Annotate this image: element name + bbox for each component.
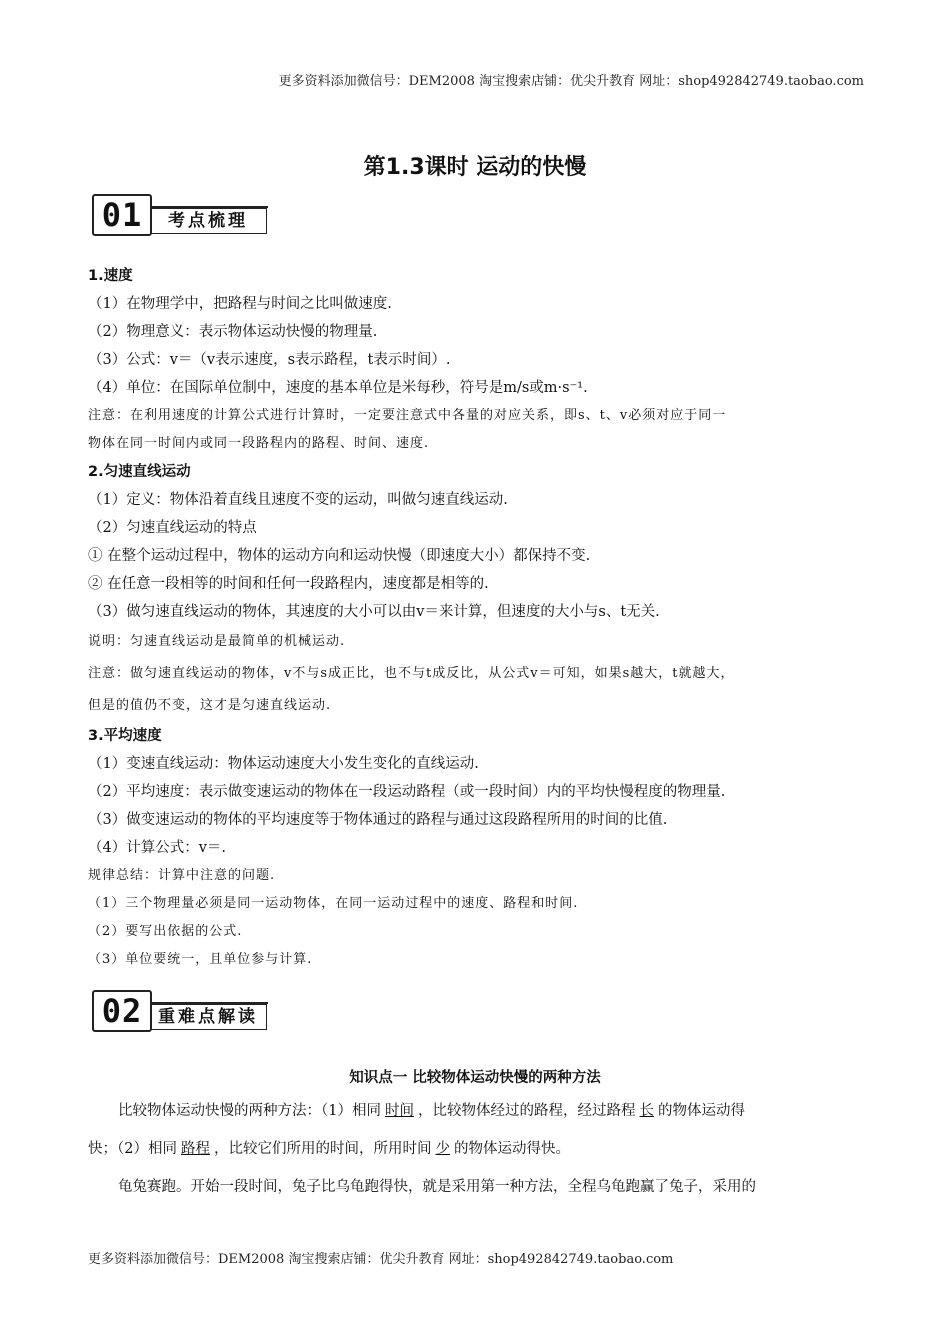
knowledge-point-title: 知识点一 比较物体运动快慢的两种方法 (349, 1070, 601, 1086)
text-run: 比较物体运动快慢的两种方法：（1）相同 (118, 1103, 381, 1119)
page-footer: 更多资料添加微信号：DEM2008 淘宝搜索店铺：优尖升教育 网址：shop492842749.taobao.com (88, 1252, 674, 1267)
page-title: 第1.3课时 运动的快慢 (363, 155, 587, 180)
heading-average-speed: 3.平均速度 (88, 728, 162, 744)
paragraph: （1）定义：物体沿着直线且速度不变的运动，叫做匀速直线运动. (88, 492, 508, 508)
fill-blank-answer: 路程 (180, 1141, 210, 1157)
paragraph: （3）做匀速直线运动的物体，其速度的大小可以由v＝来计算，但速度的大小与s、t无关. (88, 604, 660, 620)
paragraph-line (88, 1130, 868, 1168)
badge-number: 02 (92, 990, 152, 1032)
section-body (88, 262, 878, 974)
note-line: 但是的值仍不变，这才是匀速直线运动. (88, 698, 332, 713)
badge-label: 考点梳理 (150, 208, 267, 234)
paragraph: （4）单位：在国际单位制中，速度的基本单位是米每秒，符号是m/s或m·s⁻¹. (88, 380, 588, 396)
note-line: 说明：匀速直线运动是最简单的机械运动. (88, 634, 346, 649)
note-line: （2）要写出依据的公式. (88, 924, 243, 939)
note-line: 注意：做匀速直线运动的物体，v不与s成正比，也不与t成反比，从公式v＝可知，如果s越大，t就越大， (88, 666, 735, 681)
badge-label: 重难点解读 (150, 1004, 267, 1030)
note-line: 物体在同一时间内或同一段路程内的路程、时间、速度. (88, 436, 430, 451)
paragraph-line (88, 1092, 868, 1130)
heading-uniform-motion: 2.匀速直线运动 (88, 464, 191, 480)
paragraph: （2）平均速度：表示做变速运动的物体在一段运动路程（或一段时间）内的平均快慢程度的物理量. (88, 784, 726, 800)
fill-blank-answer: 时间 (384, 1103, 414, 1119)
note-line: 注意：在利用速度的计算公式进行计算时，一定要注意式中各量的对应关系，即s、t、v必须对应于同一 (88, 408, 727, 423)
paragraph: （4）计算公式：v＝. (88, 840, 227, 856)
paragraph: （3）做变速运动的物体的平均速度等于物体通过的路程与通过这段路程所用的时间的比值. (88, 812, 668, 828)
paragraph: （3）公式：v＝（v表示速度，s表示路程，t表示时间）. (88, 352, 451, 368)
note-line: （1）三个物理量必须是同一运动物体，在同一运动过程中的速度、路程和时间. (88, 896, 579, 911)
heading-speed: 1.速度 (88, 268, 133, 284)
text-run: 的物体运动得 (657, 1103, 745, 1119)
paragraph: （2）匀速直线运动的特点 (88, 520, 257, 536)
note-line: 规律总结：计算中注意的问题. (88, 868, 276, 883)
badge-number: 01 (92, 194, 152, 236)
knowledge-paragraph (88, 1092, 868, 1206)
paragraph: ① 在整个运动过程中，物体的运动方向和运动快慢（即速度大小）都保持不变. (88, 548, 591, 564)
text-run: ，比较它们所用的时间，所用时间 (213, 1141, 432, 1157)
fill-blank-answer: 少 (435, 1141, 450, 1157)
paragraph: ② 在任意一段相等的时间和任何一段路程内，速度都是相等的. (88, 576, 489, 592)
paragraph: （2）物理意义：表示物体运动快慢的物理量. (88, 324, 378, 340)
section-badge-01 (92, 194, 272, 234)
note-line: （3）单位要统一，且单位参与计算. (88, 952, 313, 967)
paragraph: （1）在物理学中，把路程与时间之比叫做速度. (88, 296, 392, 312)
fill-blank-answer: 长 (639, 1103, 654, 1119)
text-run: 快；（2）相同 (88, 1141, 177, 1157)
paragraph: （1）变速直线运动：物体运动速度大小发生变化的直线运动. (88, 756, 479, 772)
page-header: 更多资料添加微信号：DEM2008 淘宝搜索店铺：优尖升教育 网址：shop492842749.taobao.com (278, 74, 864, 89)
text-run: 的物体运动得快。 (453, 1141, 570, 1157)
section-badge-02 (92, 990, 272, 1030)
paragraph-line: 龟兔赛跑。开始一段时间，兔子比乌龟跑得快，就是采用第一种方法，全程乌龟跑赢了兔子，采用的 (118, 1179, 756, 1195)
text-run: ，比较物体经过的路程，经过路程 (417, 1103, 636, 1119)
